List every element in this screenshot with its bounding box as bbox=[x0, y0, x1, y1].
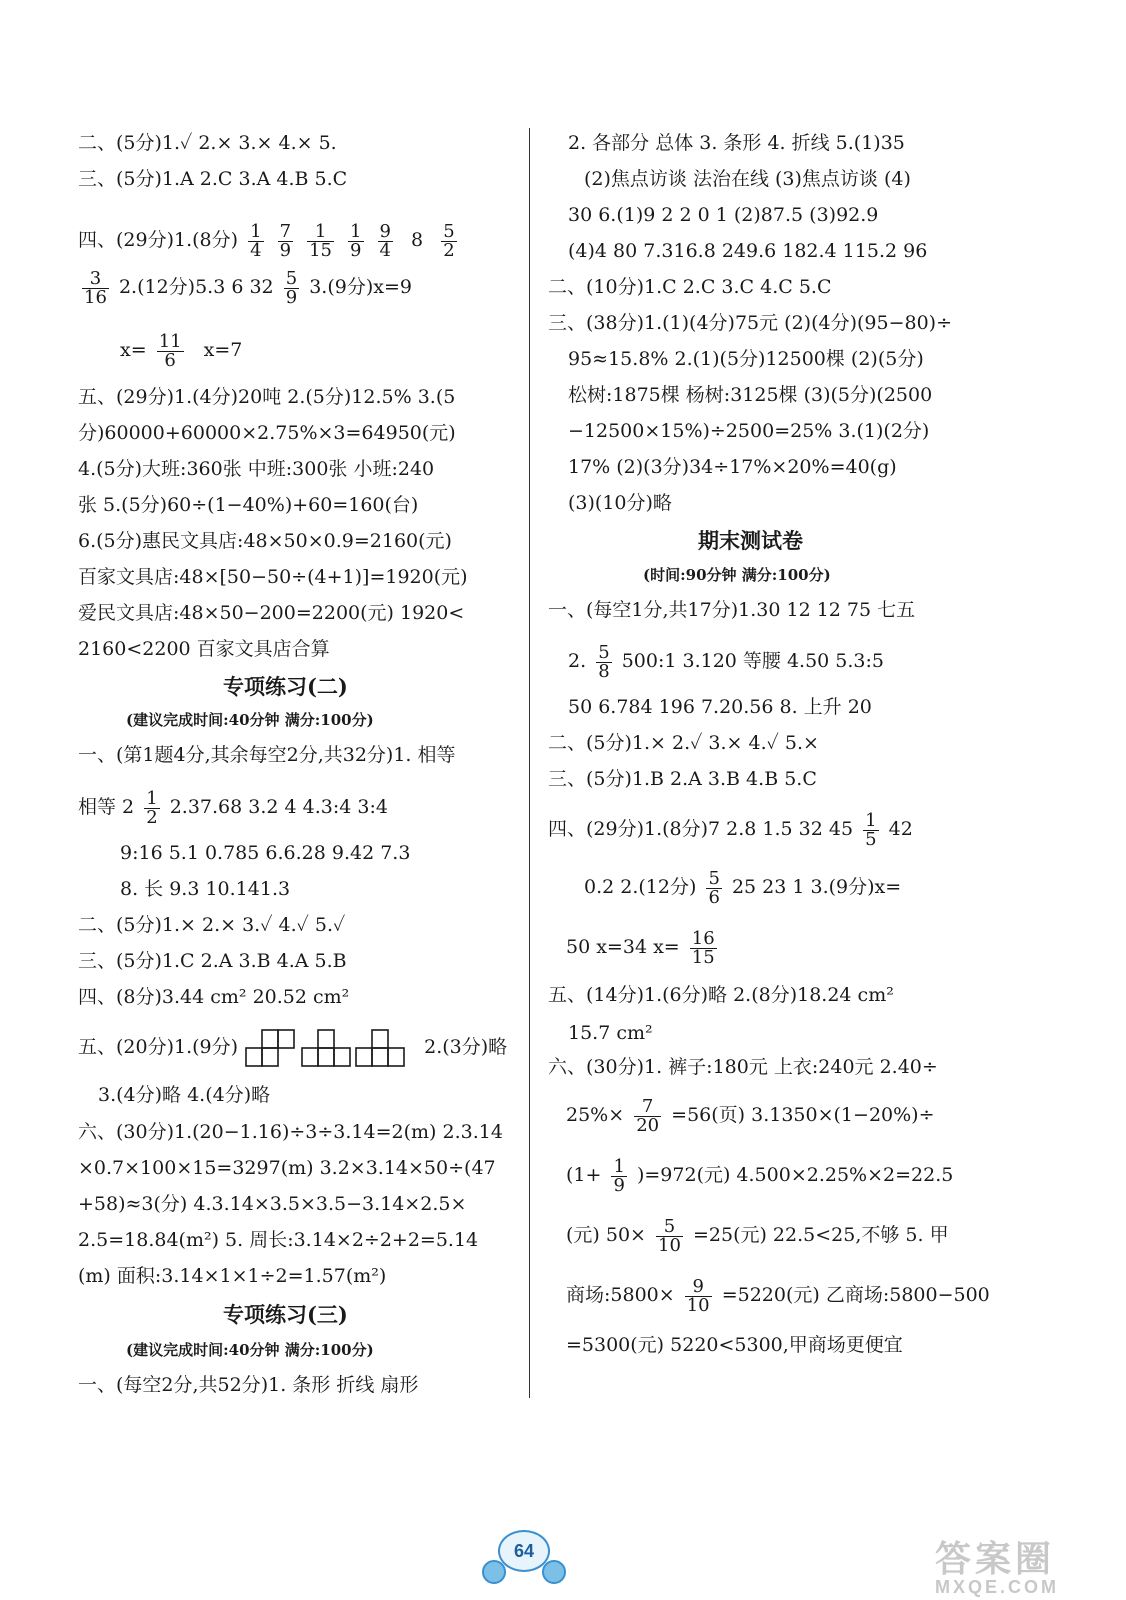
answer-line: 3.(4分)略 4.(4分)略 bbox=[98, 1084, 271, 1106]
answer-line: 25%× $\frac{7}{20}$ =56(页) 3.1350×(1−20%)÷ bbox=[566, 1095, 935, 1136]
answer-line: 二、(5分)1.× 2.✓ 3.× 4.✓ 5.× bbox=[548, 732, 819, 754]
answer-line: ×0.7×100×15=3297(m) 3.2×3.14×50÷(47 bbox=[78, 1157, 496, 1179]
page-number: 64 bbox=[498, 1530, 550, 1572]
answer-line: (4)4 80 7.316.8 249.6 182.4 115.2 96 bbox=[568, 240, 928, 262]
answer-line: 9:16 5.1 0.785 6.6.28 9.42 7.3 bbox=[120, 842, 411, 864]
column-divider bbox=[529, 128, 530, 1398]
answer-line: 相等 2 $\frac{1}{2}$ 2.37.68 3.2 4 4.3:4 3:4 bbox=[78, 787, 388, 828]
fraction: $\frac{7}{9}$ bbox=[279, 220, 292, 261]
section-subheading: (建议完成时间:40分钟 满分:100分) bbox=[126, 711, 374, 729]
answer-line: −12500×15%)÷2500=25% 3.(1)(2分) bbox=[568, 420, 930, 442]
answer-line: 50 6.784 196 7.20.56 8. 上升 20 bbox=[568, 696, 872, 718]
answer-line: 五、(29分)1.(4分)20吨 2.(5分)12.5% 3.(5 bbox=[78, 386, 456, 408]
answer-line: =5300(元) 5220<5300,甲商场更便宜 bbox=[566, 1334, 903, 1356]
answer-line: 三、(5分)1.A 2.C 3.A 4.B 5.C bbox=[78, 168, 348, 190]
fraction: $\frac{16}{15}$ bbox=[691, 927, 715, 968]
answer-line: x= $\frac{11}{6}$ x=7 bbox=[120, 330, 243, 371]
fraction: $\frac{9}{4}$ bbox=[379, 220, 391, 261]
fraction: $\frac{3}{16}$ bbox=[84, 267, 107, 308]
cube-net-figure bbox=[244, 1026, 412, 1070]
answer-line: 五、(14分)1.(6分)略 2.(8分)18.24 cm² bbox=[548, 984, 894, 1006]
answer-line: 4.(5分)大班:360张 中班:300张 小班:240 bbox=[78, 458, 435, 480]
fraction: $\frac{1}{9}$ bbox=[350, 220, 362, 261]
answer-line: 分)60000+60000×2.75%×3=64950(元) bbox=[78, 422, 456, 444]
answer-line: 六、(30分)1. 裤子:180元 上衣:240元 2.40÷ bbox=[548, 1056, 938, 1078]
answer-line: 2.5=18.84(m²) 5. 周长:3.14×2÷2+2=5.14 bbox=[78, 1229, 479, 1251]
answer-line: 2160<2200 百家文具店合算 bbox=[78, 638, 330, 660]
answer-line: (m) 面积:3.14×1×1÷2=1.57(m²) bbox=[78, 1265, 387, 1287]
fraction: $\frac{5}{10}$ bbox=[658, 1215, 681, 1256]
answer-line: 17% (2)(3分)34÷17%×20%=40(g) bbox=[568, 456, 897, 478]
watermark-logo: 答案圈 MXQE.COM bbox=[935, 1538, 1060, 1597]
fraction: $\frac{1}{2}$ bbox=[146, 787, 158, 828]
answer-line: 95≈15.8% 2.(1)(5分)12500棵 (2)(5分) bbox=[568, 348, 924, 370]
answer-line: 松树:1875棵 杨树:3125棵 (3)(5分)(2500 bbox=[568, 384, 933, 406]
answer-line: 四、(8分)3.44 cm² 20.52 cm² bbox=[78, 986, 350, 1008]
answer-line: 二、(5分)1.× 2.× 3.✓ 4.✓ 5.✓ bbox=[78, 914, 346, 936]
fraction: $\frac{1}{15}$ bbox=[309, 220, 332, 261]
answer-line: 2. $\frac{5}{8}$ 500:1 3.120 等腰 4.50 5.3:5 bbox=[568, 641, 885, 682]
answer-line: 六、(30分)1.(20−1.16)÷3÷3.14=2(m) 2.3.14 bbox=[78, 1121, 503, 1143]
answer-line: 二、(5分)1.✓ 2.× 3.× 4.× 5. bbox=[78, 132, 337, 154]
answer-line: 30 6.(1)9 2 2 0 1 (2)87.5 (3)92.9 bbox=[568, 204, 879, 226]
section-subheading: (建议完成时间:40分钟 满分:100分) bbox=[126, 1341, 374, 1359]
answer-line: 15.7 cm² bbox=[568, 1022, 653, 1044]
answer-line: 四、(29分)1.(8分)7 2.8 1.5 32 45 $\frac{1}{5}$ 42 bbox=[548, 809, 913, 850]
fraction: $\frac{1}{4}$ bbox=[250, 220, 262, 261]
answer-line: 一、(每空2分,共52分)1. 条形 折线 扇形 bbox=[78, 1374, 419, 1396]
answer-line: 二、(10分)1.C 2.C 3.C 4.C 5.C bbox=[548, 276, 832, 298]
answer-line: 四、(29分)1.(8分) $\frac{1}{4}$ $\frac{7}{9}$ $\frac{1}{15}$ $\frac{1}{9}$ $\frac{9}{4}$ 8 $\frac{5}{2}$ bbox=[78, 220, 455, 261]
answer-line: 三、(5分)1.B 2.A 3.B 4.B 5.C bbox=[548, 768, 817, 790]
answer-line: 张 5.(5分)60÷(1−40%)+60=160(台) bbox=[78, 494, 419, 516]
answer-line: 0.2 2.(12分) $\frac{5}{6}$ 25 23 1 3.(9分)x= bbox=[584, 867, 902, 908]
answer-line: 商场:5800× $\frac{9}{10}$ =5220(元) 乙商场:5800−500 bbox=[566, 1275, 990, 1316]
answer-line: (2)焦点访谈 法治在线 (3)焦点访谈 (4) bbox=[584, 168, 911, 190]
fraction: $\frac{7}{20}$ bbox=[636, 1095, 660, 1136]
answer-line: 50 x=34 x= $\frac{16}{15}$ bbox=[566, 927, 715, 968]
answer-line: 百家文具店:48×[50−50÷(4+1)]=1920(元) bbox=[78, 566, 468, 588]
section-heading: 期末测试卷 bbox=[698, 528, 803, 553]
answer-line: $\frac{3}{16}$ 2.(12分)5.3 6 32 $\frac{5}{9}$ 3.(9分)x=9 bbox=[84, 267, 412, 308]
answer-line: 8. 长 9.3 10.141.3 bbox=[120, 878, 291, 900]
fraction: $\frac{1}{9}$ bbox=[613, 1155, 625, 1196]
answer-line: (1+ $\frac{1}{9}$ )=972(元) 4.500×2.25%×2=22.5 bbox=[566, 1155, 954, 1196]
answer-line: (3)(10分)略 bbox=[568, 492, 672, 514]
fraction: $\frac{1}{5}$ bbox=[865, 809, 877, 850]
decorative-bubble-right bbox=[542, 1560, 566, 1584]
answer-line: 一、(第1题4分,其余每空2分,共32分)1. 相等 bbox=[78, 744, 456, 766]
answer-line: (元) 50× $\frac{5}{10}$ =25(元) 22.5<25,不够 5. 甲 bbox=[566, 1215, 949, 1256]
answer-line: 爱民文具店:48×50−200=2200(元) 1920< bbox=[78, 602, 465, 624]
section-heading: 专项练习(三) bbox=[223, 1302, 348, 1327]
answer-line: 一、(每空1分,共17分)1.30 12 12 75 七五 bbox=[548, 599, 916, 621]
section-subheading: (时间:90分钟 满分:100分) bbox=[643, 566, 831, 584]
fraction: $\frac{11}{6}$ bbox=[158, 330, 182, 371]
answer-line: 三、(38分)1.(1)(4分)75元 (2)(4分)(95−80)÷ bbox=[548, 312, 953, 334]
section-heading: 专项练习(二) bbox=[223, 674, 348, 699]
answer-line: 6.(5分)惠民文具店:48×50×0.9=2160(元) bbox=[78, 530, 452, 552]
fraction: $\frac{5}{8}$ bbox=[598, 641, 610, 682]
fraction: $\frac{5}{2}$ bbox=[443, 220, 455, 261]
answer-line: 五、(20分)1.(9分) 2.(3分)略 bbox=[78, 1025, 507, 1069]
fraction: $\frac{5}{9}$ bbox=[285, 267, 298, 308]
fraction: $\frac{9}{10}$ bbox=[686, 1275, 710, 1316]
fraction: $\frac{5}{6}$ bbox=[708, 867, 720, 908]
answer-line: 三、(5分)1.C 2.A 3.B 4.A 5.B bbox=[78, 950, 347, 972]
answer-line: +58)≈3(分) 4.3.14×3.5×3.5−3.14×2.5× bbox=[78, 1193, 467, 1215]
answer-line: 2. 各部分 总体 3. 条形 4. 折线 5.(1)35 bbox=[568, 132, 905, 154]
